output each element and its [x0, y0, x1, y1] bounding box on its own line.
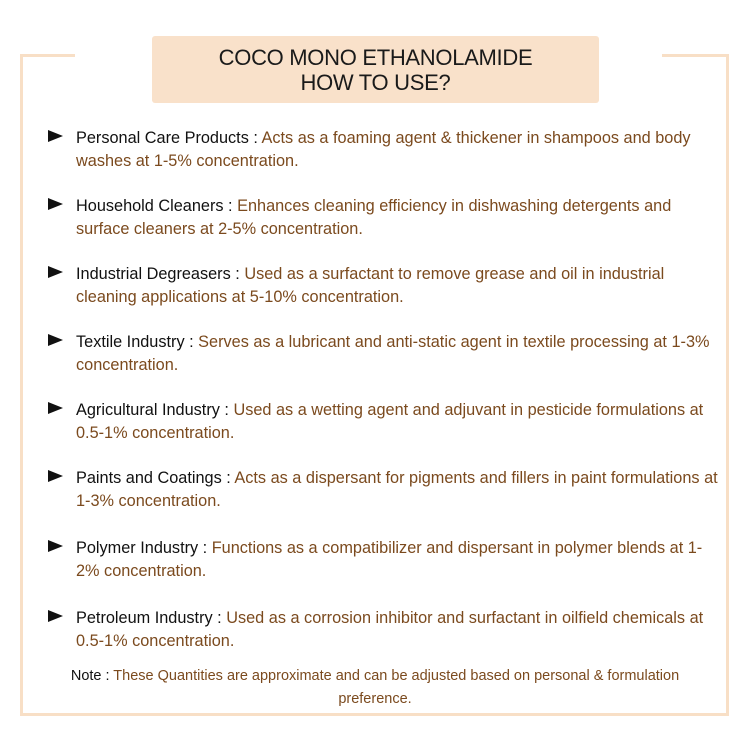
item-label: Petroleum Industry : — [76, 609, 222, 627]
frame-border-bottom — [20, 713, 729, 716]
list-item-textile-industry — [48, 331, 718, 377]
arrow-bullet-icon — [48, 266, 63, 278]
arrow-bullet-icon — [48, 198, 63, 210]
arrow-bullet-icon — [48, 540, 63, 552]
item-label: Textile Industry : — [76, 333, 194, 351]
note-description: These Quantities are approximate and can be adjusted based on personal & formulation preference. — [109, 668, 680, 707]
item-label: Agricultural Industry : — [76, 401, 229, 419]
usage-list — [48, 127, 718, 653]
list-item-personal-care — [48, 127, 718, 173]
item-label: Household Cleaners : — [76, 197, 233, 215]
item-label: Polymer Industry : — [76, 539, 208, 557]
frame-border-top-right — [662, 54, 729, 57]
item-label: Personal Care Products : — [76, 129, 258, 147]
item-label: Paints and Coatings : — [76, 469, 231, 487]
item-description: Used as a wetting agent and adjuvant in pesticide formulations at 0.5-1% concentration. — [76, 401, 704, 442]
list-item-industrial-degreasers — [48, 263, 718, 309]
item-description: Used as a surfactant to remove grease and oil in industrial cleaning applications at 5-10% concentration. — [76, 265, 665, 306]
arrow-bullet-icon — [48, 402, 63, 414]
item-description: Used as a corrosion inhibitor and surfactant in oilfield chemicals at 0.5-1% concentration. — [76, 609, 704, 650]
item-description: Acts as a dispersant for pigments and fillers in paint formulations at 1-3% concentration. — [76, 469, 718, 510]
frame-border-right — [726, 54, 729, 716]
item-description: Functions as a compatibilizer and dispersant in polymer blends at 1-2% concentration. — [76, 539, 703, 580]
note-text — [60, 665, 690, 711]
title-banner — [152, 36, 599, 103]
title-subtitle: HOW TO USE? — [300, 69, 451, 95]
frame-border-top-left — [20, 54, 75, 57]
list-item-household-cleaners — [48, 195, 718, 241]
note-label: Note : — [70, 668, 110, 684]
list-item-agricultural-industry — [48, 399, 718, 445]
arrow-bullet-icon — [48, 130, 63, 142]
list-item-polymer-industry — [48, 537, 718, 583]
item-description: Enhances cleaning efficiency in dishwashing detergents and surface cleaners at 2-5% concentration. — [76, 197, 672, 238]
title-product-name: COCO MONO ETHANOLAMIDE — [218, 44, 533, 70]
arrow-bullet-icon — [48, 610, 63, 622]
frame-border-left — [20, 54, 23, 716]
arrow-bullet-icon — [48, 334, 63, 346]
item-description: Serves as a lubricant and anti-static agent in textile processing at 1-3% concentration. — [76, 333, 710, 374]
arrow-bullet-icon — [48, 470, 63, 482]
list-item-petroleum-industry — [48, 607, 718, 653]
item-label: Industrial Degreasers : — [76, 265, 240, 283]
item-description: Acts as a foaming agent & thickener in shampoos and body washes at 1-5% concentration. — [76, 129, 691, 170]
list-item-paints-coatings — [48, 467, 718, 513]
